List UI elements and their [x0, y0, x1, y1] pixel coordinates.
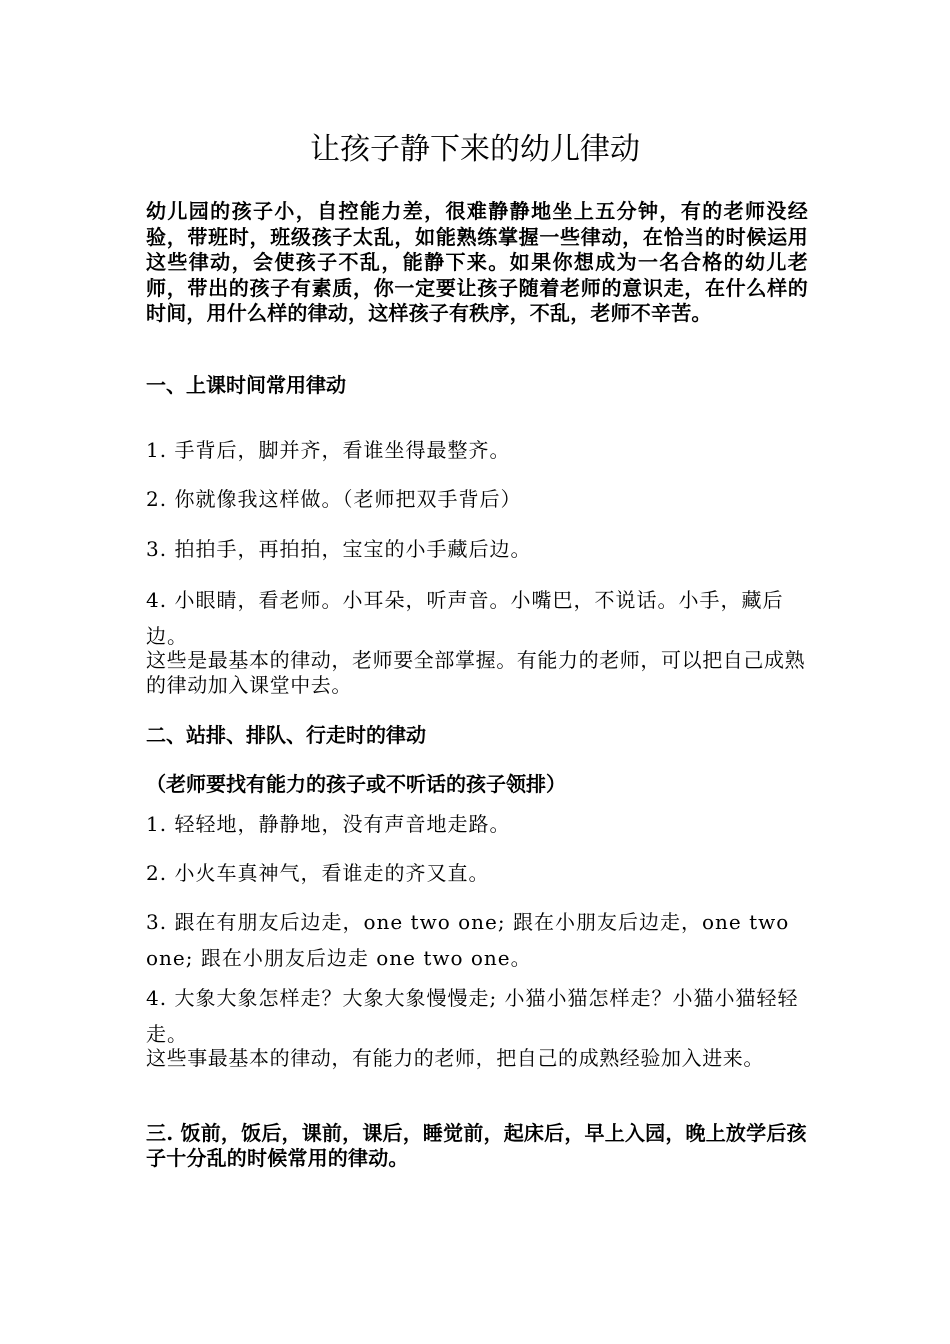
section-1-note: 这些是最基本的律动，老师要全部掌握。有能力的老师，可以把自己成熟的律动加入课堂中去。	[146, 648, 806, 697]
section-2-note: 这些事最基本的律动，有能力的老师，把自己的成熟经验加入进来。	[146, 1046, 764, 1070]
section-1-item-2: 2. 你就像我这样做。（老师把双手背后）	[146, 487, 522, 511]
section-1-item-1: 1. 手背后，脚并齐，看谁坐得最整齐。	[146, 438, 511, 462]
section-2-subheading: （老师要找有能力的孩子或不听话的孩子领排）	[146, 772, 566, 796]
section-2-item-1: 1. 轻轻地，静静地，没有声音地走路。	[146, 812, 511, 836]
section-2-item-3: 3. 跟在有朋友后边走，one two one; 跟在小朋友后边走，one two one; 跟在小朋友后边走 one two one。	[146, 910, 790, 970]
intro-paragraph: 幼儿园的孩子小，自控能力差，很难静静地坐上五分钟，有的老师没经验，带班时，班级孩子太乱，如能熟练掌握一些律动，在恰当的时候运用这些律动，会使孩子不乱，能静下来。如果你想成为一名合格的幼儿老师，带出的孩子有素质，你一定要让孩子随着老师的意识走，在什么样的时间，用什么样的律动，这样孩子有秩序，不乱，老师不辛苦。	[146, 199, 808, 325]
section-2-item-2: 2. 小火车真神气，看谁走的齐又直。	[146, 861, 490, 885]
document-title: 让孩子静下来的幼儿律动	[310, 132, 640, 167]
section-1-item-4: 4. 小眼睛，看老师。小耳朵，听声音。小嘴巴，不说话。小手，藏后边。	[146, 588, 784, 648]
section-1-heading: 一、上课时间常用律动	[146, 373, 346, 397]
section-3-heading: 三. 饭前，饭后，课前，课后，睡觉前，起床后，早上入园，晚上放学后孩子十分乱的时候常用的律动。	[146, 1121, 807, 1170]
section-2-item-4: 4. 大象大象怎样走？大象大象慢慢走; 小猫小猫怎样走？小猫小猫轻轻走。	[146, 986, 799, 1046]
section-2-heading: 二、站排、排队、行走时的律动	[146, 723, 426, 747]
section-1-item-3: 3. 拍拍手，再拍拍，宝宝的小手藏后边。	[146, 537, 532, 561]
